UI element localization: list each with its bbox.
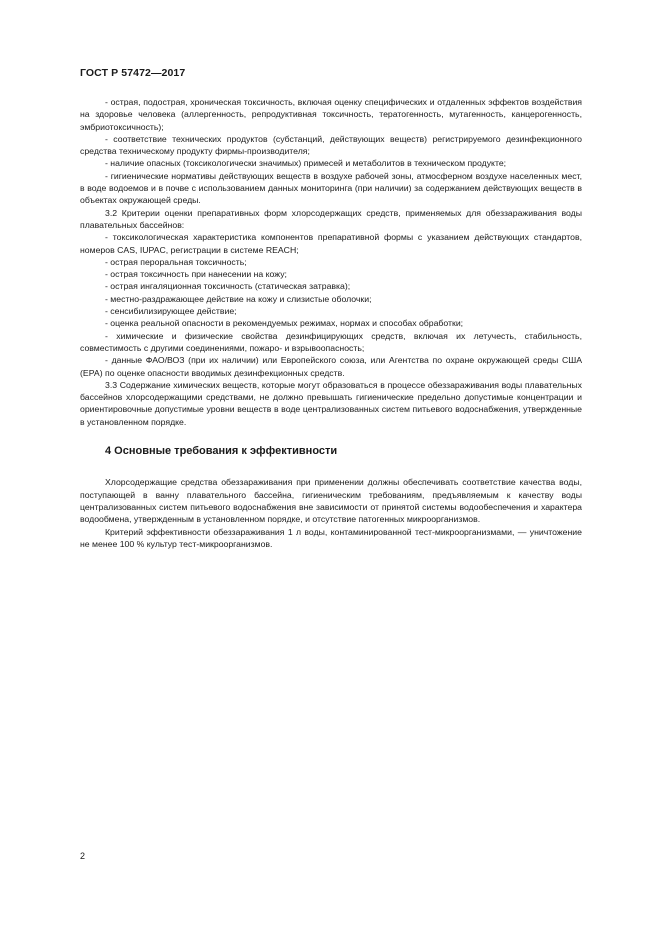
paragraph: Критерий эффективности обеззараживания 1 л воды, контаминированной тест-микроорганизмами, — уничтожение не менее 100 % культур тест-микроорганизмов. bbox=[80, 526, 582, 549]
list-item: - острая пероральная токсичность; bbox=[105, 256, 247, 267]
list-item: - сенсибилизирующее действие; bbox=[105, 306, 237, 317]
list-item: - острая ингаляционная токсичность (статическая затравка); bbox=[105, 281, 351, 292]
list-item: - оценка реальной опасности в рекомендуемых режимах, нормах и способах обработки; bbox=[105, 318, 464, 329]
list-item: - соответствие технических продуктов (субстанций, действующих веществ) регистрируемого дезинфекционного средства техническому продукту фирмы-производителя; bbox=[80, 133, 582, 157]
clause-3-2: 3.2 Критерии оценки препаративных форм хлорсодержащих средств, применяемых для обеззараживания воды плавательных бассейнов: bbox=[80, 207, 582, 230]
clause-3-3: 3.3 Содержание химических веществ, которые могут образоваться в процессе обеззараживания воды плавательных бассейнов хлорсодержащими средствами, не должно превышать гигиенические предельно допустимые концентрации и ориентировочные допустимые уровни веществ в воде централизованных систем питьевого водоснабжения, утвержденные в установленном порядке. bbox=[80, 379, 582, 427]
list-item: - острая токсичность при нанесении на кожу; bbox=[105, 269, 287, 280]
list-item: - токсикологическая характеристика компонентов препаративной формы с указанием действующих стандартов, номеров CAS, IUPAC, регистрации в системе REACH; bbox=[80, 232, 582, 255]
list-item: - гигиенические нормативы действующих веществ в воздухе рабочей зоны, атмосферном воздухе населенных мест, в воде водоемов и в почве с использованием данных мониторинга (при наличии) за содержанием действующих веществ в объектах окружающей среды. bbox=[80, 170, 582, 206]
list-item: - данные ФАО/ВОЗ (при их наличии) или Европейского союза, или Агентства по охране окружающей среды США (ЕРА) по оценке опасности вводимых дезинфекционных средств. bbox=[80, 355, 582, 378]
section-title: 4 Основные требования к эффективности bbox=[105, 445, 338, 458]
list-item: - острая, подострая, хроническая токсичность, включая оценку специфических и отдаленных эффектов воздействия на здоровье человека (аллергенность, репродуктивная токсичность, тератогенность, мутагенность, канцерогенность, эмбриотоксичность); bbox=[80, 97, 582, 132]
paragraph: Хлорсодержащие средства обеззараживания при применении должны обеспечивать соответствие качества воды, поступающей в ванну плавательного бассейна, гигиеническим требованиям, предъявляемым к качеству воды централизованных систем питьевого водоснабжения вне зависимости от принятой системы водообеспечения и характера водообмена, утвержденным в установленном порядке, и отсутствие патогенных микроорганизмов. bbox=[80, 477, 582, 525]
list-item: - местно-раздражающее действие на кожу и слизистые оболочки; bbox=[105, 293, 372, 304]
list-item: - химические и физические свойства дезинфицирующих средств, включая их летучесть, стабильность, совместимость с другими соединениями, пожаро- и взрывоопасность; bbox=[80, 330, 582, 353]
document-header: ГОСТ Р 57472—2017 bbox=[80, 67, 186, 79]
page-number: 2 bbox=[80, 851, 86, 861]
document-body bbox=[80, 96, 582, 550]
list-item: - наличие опасных (токсикологически значимых) примесей и метаболитов в техническом продукте; bbox=[105, 158, 507, 169]
